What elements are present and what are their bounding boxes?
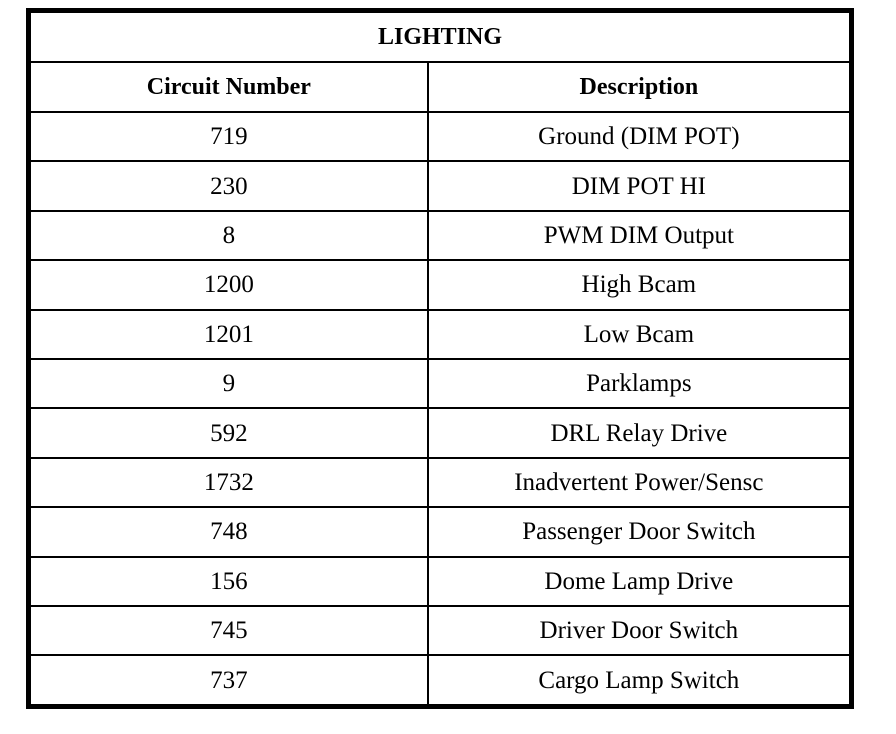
table-row [30, 606, 850, 655]
table-row [30, 260, 850, 309]
description-cell: Cargo Lamp Switch [428, 655, 850, 705]
lighting-table-frame [26, 8, 854, 709]
circuit-number-cell: 737 [30, 655, 428, 705]
description-cell: Inadvertent Power/Sensc [428, 458, 850, 507]
circuit-number-cell: 745 [30, 606, 428, 655]
circuit-number-cell: 9 [30, 359, 428, 408]
circuit-number-cell: 1732 [30, 458, 428, 507]
header-description: Description [428, 62, 850, 112]
table-title-row [30, 12, 850, 62]
header-circuit-number: Circuit Number [30, 62, 428, 112]
description-cell: DIM POT HI [428, 161, 850, 210]
table-row [30, 507, 850, 556]
table-row [30, 655, 850, 705]
table-row [30, 112, 850, 161]
table-row [30, 557, 850, 606]
table-row [30, 161, 850, 210]
circuit-number-cell: 748 [30, 507, 428, 556]
table-row [30, 310, 850, 359]
table-row [30, 458, 850, 507]
circuit-number-cell: 719 [30, 112, 428, 161]
table-row [30, 211, 850, 260]
lighting-table [29, 11, 851, 706]
description-cell: Dome Lamp Drive [428, 557, 850, 606]
description-cell: Passenger Door Switch [428, 507, 850, 556]
description-cell: Parklamps [428, 359, 850, 408]
circuit-number-cell: 8 [30, 211, 428, 260]
circuit-number-cell: 156 [30, 557, 428, 606]
table-title: LIGHTING [30, 12, 850, 62]
table-row [30, 408, 850, 457]
circuit-number-cell: 1201 [30, 310, 428, 359]
description-cell: DRL Relay Drive [428, 408, 850, 457]
description-cell: Driver Door Switch [428, 606, 850, 655]
table-row [30, 359, 850, 408]
description-cell: Ground (DIM POT) [428, 112, 850, 161]
description-cell: PWM DIM Output [428, 211, 850, 260]
description-cell: Low Bcam [428, 310, 850, 359]
circuit-number-cell: 230 [30, 161, 428, 210]
circuit-number-cell: 592 [30, 408, 428, 457]
circuit-number-cell: 1200 [30, 260, 428, 309]
description-cell: High Bcam [428, 260, 850, 309]
table-header-row [30, 62, 850, 112]
